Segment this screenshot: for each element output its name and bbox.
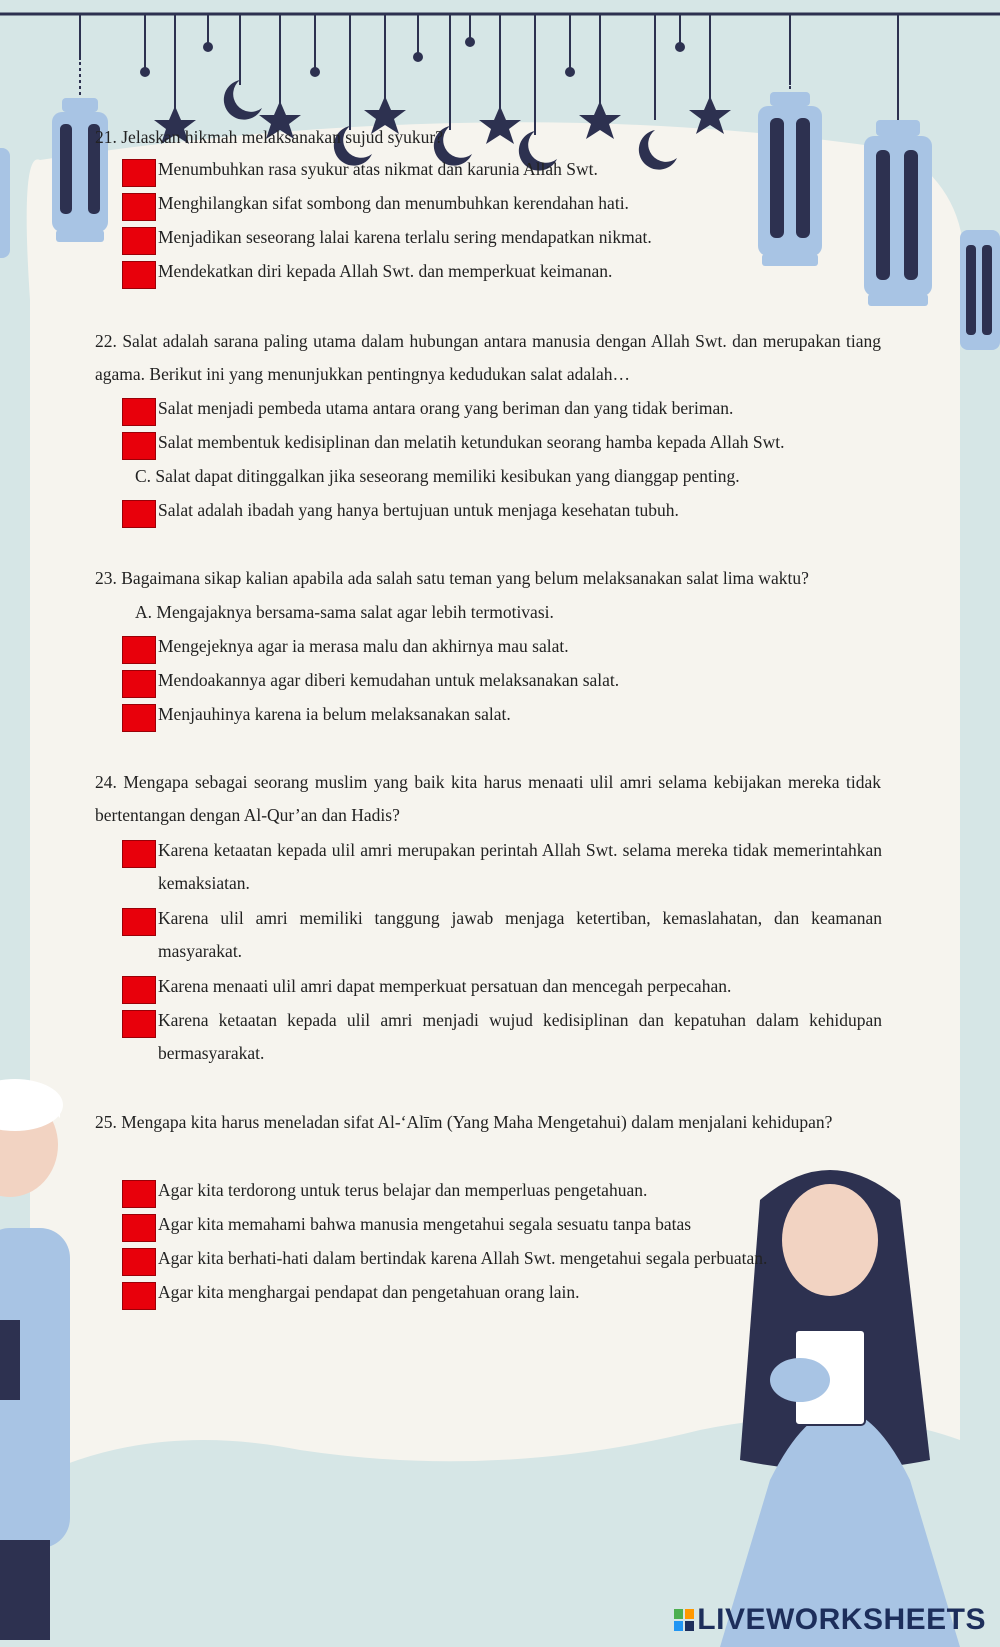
answer-box[interactable] (122, 1180, 156, 1208)
answer-box[interactable] (122, 1282, 156, 1310)
option-text: Mengejeknya agar ia merasa malu dan akhirnya mau salat. (158, 636, 569, 656)
option-text: Salat menjadi pembeda utama antara orang yang beriman dan yang tidak beriman. (158, 398, 734, 418)
answer-box[interactable] (122, 670, 156, 698)
answer-box[interactable] (122, 500, 156, 528)
question-24 (95, 766, 881, 832)
answer-box[interactable] (122, 1010, 156, 1038)
question-text: Mengapa kita harus meneladan sifat Al-‘Alīm (Yang Maha Mengetahui) dalam menjalani kehidupan? (121, 1112, 833, 1132)
answer-box[interactable] (122, 193, 156, 221)
option-text: Agar kita menghargai pendapat dan pengetahuan orang lain. (158, 1282, 580, 1302)
option-text: Agar kita berhati-hati dalam bertindak karena Allah Swt. mengetahui segala perbuatan. (158, 1248, 768, 1268)
question-number: 23. (95, 568, 117, 588)
answer-box[interactable] (122, 227, 156, 255)
option-23-d (122, 698, 882, 731)
option-25-a (122, 1174, 882, 1207)
option-22-c (122, 460, 882, 493)
answer-box[interactable] (122, 908, 156, 936)
option-text: C. Salat dapat ditinggalkan jika seseorang memiliki kesibukan yang dianggap penting. (135, 466, 740, 486)
answer-box[interactable] (122, 1214, 156, 1242)
option-25-c (122, 1242, 882, 1275)
option-21-b (122, 187, 882, 220)
answer-box[interactable] (122, 636, 156, 664)
question-22 (95, 325, 881, 391)
option-text: Menghilangkan sifat sombong dan menumbuhkan kerendahan hati. (158, 193, 629, 213)
question-23 (95, 562, 881, 595)
option-21-a (122, 153, 882, 186)
option-23-b (122, 630, 882, 663)
option-text: Menjadikan seseorang lalai karena terlalu sering mendapatkan nikmat. (158, 227, 652, 247)
option-24-a (122, 834, 882, 900)
option-23-a (122, 596, 882, 629)
option-23-c (122, 664, 882, 697)
answer-box[interactable] (122, 432, 156, 460)
question-25 (95, 1106, 881, 1139)
option-text: Menumbuhkan rasa syukur atas nikmat dan karunia Allah Swt. (158, 159, 598, 179)
answer-box[interactable] (122, 261, 156, 289)
answer-box[interactable] (122, 1248, 156, 1276)
option-text: Karena menaati ulil amri dapat memperkuat persatuan dan mencegah perpecahan. (158, 976, 732, 996)
option-text: Karena ketaatan kepada ulil amri menjadi wujud kedisiplinan dan kepatuhan dalam kehidupan bermasyarakat. (158, 1010, 882, 1063)
liveworksheets-logo[interactable] (674, 1603, 986, 1637)
question-text: Salat adalah sarana paling utama dalam hubungan antara manusia dengan Allah Swt. dan merupakan tiang agama. Berikut ini yang menunjukkan pentingnya kedudukan salat adalah… (95, 331, 882, 384)
answer-box[interactable] (122, 398, 156, 426)
option-text: Agar kita memahami bahwa manusia mengetahui segala sesuatu tanpa batas (158, 1214, 692, 1234)
question-text: Jelaskan hikmah melaksanakan sujud syukur? (121, 127, 443, 147)
question-number: 24. (95, 772, 117, 792)
option-text: Salat adalah ibadah yang hanya bertujuan untuk menjaga kesehatan tubuh. (158, 500, 679, 520)
question-number: 25. (95, 1112, 117, 1132)
question-number: 22. (95, 331, 117, 351)
option-text: Karena ulil amri memiliki tanggung jawab menjaga ketertiban, kemaslahatan, dan keamanan masyarakat. (158, 908, 882, 961)
answer-box[interactable] (122, 840, 156, 868)
option-24-d (122, 1004, 882, 1070)
option-text: Salat membentuk kedisiplinan dan melatih ketundukan seorang hamba kepada Allah Swt. (158, 432, 785, 452)
option-25-d (122, 1276, 882, 1309)
option-21-c (122, 221, 882, 254)
option-21-d (122, 255, 882, 288)
liveworksheets-logo-icon (674, 1609, 694, 1631)
option-text: Agar kita terdorong untuk terus belajar dan memperluas pengetahuan. (158, 1180, 648, 1200)
brand-name: LIVEWORKSHEETS (697, 1603, 986, 1636)
question-text: Bagaimana sikap kalian apabila ada salah satu teman yang belum melaksanakan salat lima waktu? (121, 568, 809, 588)
question-number: 21. (95, 127, 117, 147)
option-25-b (122, 1208, 882, 1241)
option-24-c (122, 970, 882, 1003)
option-text: Mendekatkan diri kepada Allah Swt. dan memperkuat keimanan. (158, 261, 613, 281)
answer-box[interactable] (122, 976, 156, 1004)
question-21 (95, 121, 881, 154)
option-24-b (122, 902, 882, 968)
option-text: Karena ketaatan kepada ulil amri merupakan perintah Allah Swt. selama mereka tidak memerintahkan kemaksiatan. (158, 840, 882, 893)
option-text: Menjauhinya karena ia belum melaksanakan salat. (158, 704, 511, 724)
option-22-d (122, 494, 882, 527)
option-22-a (122, 392, 882, 425)
option-text: Mendoakannya agar diberi kemudahan untuk melaksanakan salat. (158, 670, 620, 690)
answer-box[interactable] (122, 704, 156, 732)
question-text: Mengapa sebagai seorang muslim yang baik kita harus menaati ulil amri selama kebijakan mereka tidak bertentangan dengan Al-Qur’an dan Hadis? (95, 772, 882, 825)
option-22-b (122, 426, 882, 459)
answer-box[interactable] (122, 159, 156, 187)
option-text: A. Mengajaknya bersama-sama salat agar lebih termotivasi. (135, 602, 554, 622)
